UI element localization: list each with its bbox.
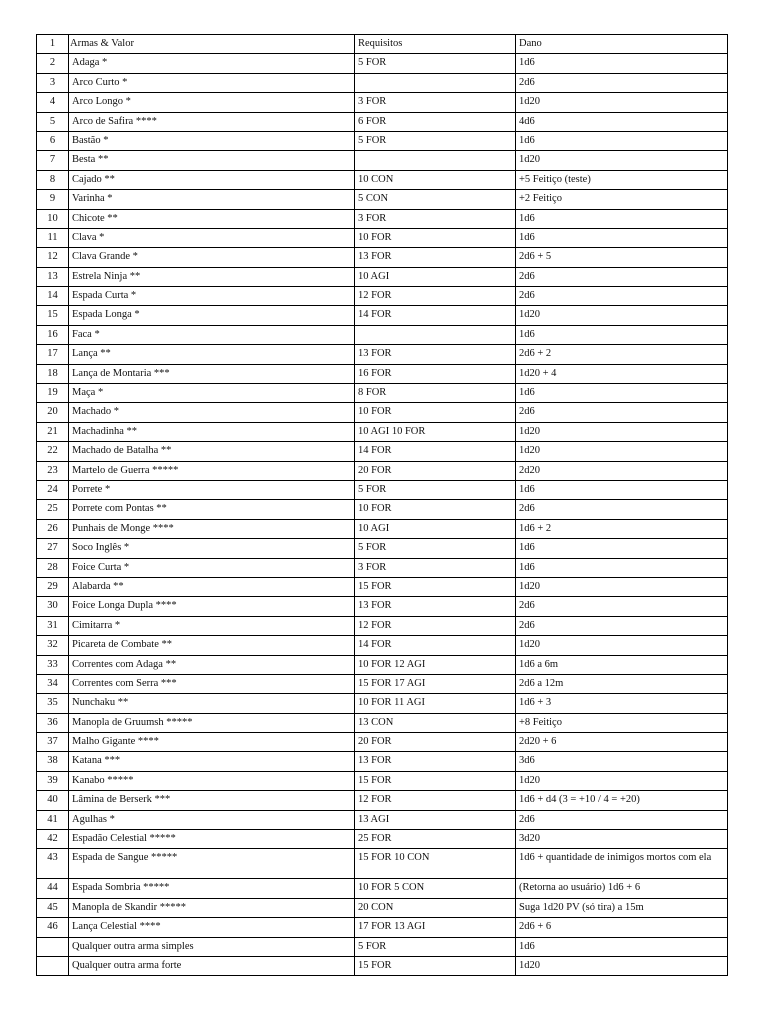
requirement-cell: 5 CON bbox=[355, 190, 516, 209]
row-number-cell: 28 bbox=[37, 558, 69, 577]
row-number-cell: 10 bbox=[37, 209, 69, 228]
damage-cell: 2d20 bbox=[516, 461, 728, 480]
damage-cell: 1d20 bbox=[516, 422, 728, 441]
weapon-name-cell: Clava Grande * bbox=[69, 248, 355, 267]
row-number-cell: 35 bbox=[37, 694, 69, 713]
table-row bbox=[37, 577, 728, 596]
weapon-name-cell: Malho Gigante **** bbox=[69, 733, 355, 752]
row-number-cell: 44 bbox=[37, 879, 69, 898]
table-row bbox=[37, 190, 728, 209]
damage-cell: 1d20 bbox=[516, 956, 728, 975]
damage-cell: 1d6 a 6m bbox=[516, 655, 728, 674]
row-number-cell: 41 bbox=[37, 810, 69, 829]
weapon-name-cell: Lança de Montaria *** bbox=[69, 364, 355, 383]
weapon-name-cell: Arco Longo * bbox=[69, 93, 355, 112]
row-number-cell: 37 bbox=[37, 733, 69, 752]
requirement-cell: 20 CON bbox=[355, 898, 516, 917]
table-row bbox=[37, 345, 728, 364]
weapon-name-cell: Espada de Sangue ***** bbox=[69, 849, 355, 879]
weapon-name-cell: Espada Curta * bbox=[69, 287, 355, 306]
requirement-cell: 3 FOR bbox=[355, 558, 516, 577]
table-row bbox=[37, 403, 728, 422]
row-number-cell: 16 bbox=[37, 325, 69, 344]
weapon-name-cell: Agulhas * bbox=[69, 810, 355, 829]
damage-cell: 1d20 bbox=[516, 442, 728, 461]
requirement-cell: 12 FOR bbox=[355, 616, 516, 635]
damage-cell: 1d6 bbox=[516, 228, 728, 247]
damage-cell: 1d6 bbox=[516, 384, 728, 403]
weapon-name-cell: Correntes com Adaga ** bbox=[69, 655, 355, 674]
table-row bbox=[37, 791, 728, 810]
damage-cell: 1d6 bbox=[516, 325, 728, 344]
row-number-cell: 21 bbox=[37, 422, 69, 441]
requirement-cell: 13 FOR bbox=[355, 248, 516, 267]
table-row bbox=[37, 694, 728, 713]
table-row bbox=[37, 597, 728, 616]
table-row bbox=[37, 655, 728, 674]
requirement-cell: 6 FOR bbox=[355, 112, 516, 131]
requirement-cell: 10 AGI bbox=[355, 519, 516, 538]
header-row bbox=[37, 35, 728, 54]
row-number-cell: 20 bbox=[37, 403, 69, 422]
row-number-cell: 40 bbox=[37, 791, 69, 810]
table-row bbox=[37, 752, 728, 771]
table-row bbox=[37, 810, 728, 829]
weapon-name-cell: Estrela Ninja ** bbox=[69, 267, 355, 286]
damage-cell: 2d20 + 6 bbox=[516, 733, 728, 752]
header-cell-damage: Dano bbox=[516, 35, 728, 54]
requirement-cell bbox=[355, 325, 516, 344]
requirement-cell: 10 CON bbox=[355, 170, 516, 189]
weapon-name-cell: Arco Curto * bbox=[69, 73, 355, 92]
table-row bbox=[37, 616, 728, 635]
damage-cell: (Retorna ao usuário) 1d6 + 6 bbox=[516, 879, 728, 898]
damage-cell: 3d20 bbox=[516, 830, 728, 849]
damage-cell: 2d6 bbox=[516, 73, 728, 92]
weapon-name-cell: Varinha * bbox=[69, 190, 355, 209]
damage-cell: 3d6 bbox=[516, 752, 728, 771]
table-row bbox=[37, 112, 728, 131]
requirement-cell: 14 FOR bbox=[355, 306, 516, 325]
damage-cell: 1d20 bbox=[516, 306, 728, 325]
row-number-cell: 38 bbox=[37, 752, 69, 771]
weapon-name-cell: Manopla de Gruumsh ***** bbox=[69, 713, 355, 732]
row-number-cell bbox=[37, 937, 69, 956]
weapon-name-cell: Bastão * bbox=[69, 131, 355, 150]
requirement-cell: 12 FOR bbox=[355, 791, 516, 810]
weapon-name-cell: Espadão Celestial ***** bbox=[69, 830, 355, 849]
weapon-name-cell: Martelo de Guerra ***** bbox=[69, 461, 355, 480]
row-number-cell: 23 bbox=[37, 461, 69, 480]
damage-cell: 1d6 bbox=[516, 209, 728, 228]
table-row bbox=[37, 73, 728, 92]
row-number-cell: 19 bbox=[37, 384, 69, 403]
weapon-name-cell: Foice Curta * bbox=[69, 558, 355, 577]
damage-cell: 1d6 + 2 bbox=[516, 519, 728, 538]
table-row bbox=[37, 937, 728, 956]
requirement-cell: 10 FOR 5 CON bbox=[355, 879, 516, 898]
weapon-name-cell: Chicote ** bbox=[69, 209, 355, 228]
weapon-name-cell: Clava * bbox=[69, 228, 355, 247]
row-number-cell: 9 bbox=[37, 190, 69, 209]
requirement-cell: 13 AGI bbox=[355, 810, 516, 829]
row-number-cell: 27 bbox=[37, 539, 69, 558]
damage-cell: 1d6 + 3 bbox=[516, 694, 728, 713]
damage-cell: 1d6 bbox=[516, 480, 728, 499]
table-row bbox=[37, 248, 728, 267]
weapon-name-cell: Espada Longa * bbox=[69, 306, 355, 325]
damage-cell: 1d6 + quantidade de inimigos mortos com ela bbox=[516, 849, 728, 879]
requirement-cell: 13 FOR bbox=[355, 345, 516, 364]
table-row bbox=[37, 325, 728, 344]
damage-cell: 1d20 bbox=[516, 636, 728, 655]
table-row bbox=[37, 422, 728, 441]
requirement-cell: 3 FOR bbox=[355, 209, 516, 228]
row-number-cell: 42 bbox=[37, 830, 69, 849]
row-number-cell: 33 bbox=[37, 655, 69, 674]
table-row bbox=[37, 480, 728, 499]
row-number-cell: 13 bbox=[37, 267, 69, 286]
table-row bbox=[37, 364, 728, 383]
table-row bbox=[37, 519, 728, 538]
weapon-name-cell: Nunchaku ** bbox=[69, 694, 355, 713]
requirement-cell bbox=[355, 73, 516, 92]
weapon-name-cell: Alabarda ** bbox=[69, 577, 355, 596]
requirement-cell: 10 FOR 11 AGI bbox=[355, 694, 516, 713]
header-cell-requirements: Requisitos bbox=[355, 35, 516, 54]
table-row bbox=[37, 151, 728, 170]
table-row bbox=[37, 54, 728, 73]
requirement-cell: 15 FOR 17 AGI bbox=[355, 674, 516, 693]
row-number-cell: 26 bbox=[37, 519, 69, 538]
table-row bbox=[37, 170, 728, 189]
row-number-cell: 4 bbox=[37, 93, 69, 112]
table-row bbox=[37, 771, 728, 790]
row-number-cell: 45 bbox=[37, 898, 69, 917]
weapon-name-cell: Picareta de Combate ** bbox=[69, 636, 355, 655]
requirement-cell: 10 FOR 12 AGI bbox=[355, 655, 516, 674]
requirement-cell: 3 FOR bbox=[355, 93, 516, 112]
row-number-cell: 46 bbox=[37, 918, 69, 937]
damage-cell: 2d6 bbox=[516, 403, 728, 422]
weapons-table bbox=[36, 34, 728, 976]
table-row bbox=[37, 898, 728, 917]
weapon-name-cell: Cimitarra * bbox=[69, 616, 355, 635]
table-row bbox=[37, 879, 728, 898]
weapon-name-cell: Foice Longa Dupla **** bbox=[69, 597, 355, 616]
requirement-cell: 14 FOR bbox=[355, 636, 516, 655]
row-number-cell: 15 bbox=[37, 306, 69, 325]
requirement-cell: 13 CON bbox=[355, 713, 516, 732]
table-row bbox=[37, 918, 728, 937]
damage-cell: 2d6 bbox=[516, 267, 728, 286]
weapon-name-cell: Besta ** bbox=[69, 151, 355, 170]
requirement-cell: 10 FOR bbox=[355, 500, 516, 519]
row-number-cell: 39 bbox=[37, 771, 69, 790]
row-number-cell: 11 bbox=[37, 228, 69, 247]
table-row bbox=[37, 558, 728, 577]
weapon-name-cell: Qualquer outra arma simples bbox=[69, 937, 355, 956]
requirement-cell: 20 FOR bbox=[355, 733, 516, 752]
damage-cell: 2d6 bbox=[516, 500, 728, 519]
requirement-cell: 15 FOR bbox=[355, 956, 516, 975]
row-number-cell: 12 bbox=[37, 248, 69, 267]
requirement-cell bbox=[355, 151, 516, 170]
damage-cell: 1d20 bbox=[516, 771, 728, 790]
damage-cell: 2d6 + 6 bbox=[516, 918, 728, 937]
row-number-cell: 25 bbox=[37, 500, 69, 519]
damage-cell: 2d6 + 2 bbox=[516, 345, 728, 364]
requirement-cell: 14 FOR bbox=[355, 442, 516, 461]
row-number-cell: 2 bbox=[37, 54, 69, 73]
requirement-cell: 5 FOR bbox=[355, 539, 516, 558]
damage-cell: 1d20 + 4 bbox=[516, 364, 728, 383]
row-number-cell: 31 bbox=[37, 616, 69, 635]
row-number-cell: 18 bbox=[37, 364, 69, 383]
weapon-name-cell: Porrete * bbox=[69, 480, 355, 499]
damage-cell: 1d6 bbox=[516, 937, 728, 956]
table-row bbox=[37, 674, 728, 693]
damage-cell: 4d6 bbox=[516, 112, 728, 131]
requirement-cell: 20 FOR bbox=[355, 461, 516, 480]
weapon-name-cell: Porrete com Pontas ** bbox=[69, 500, 355, 519]
table-row bbox=[37, 713, 728, 732]
header-cell-number: 1 bbox=[37, 35, 69, 54]
requirement-cell: 13 FOR bbox=[355, 597, 516, 616]
requirement-cell: 25 FOR bbox=[355, 830, 516, 849]
damage-cell: 1d6 bbox=[516, 54, 728, 73]
table-row bbox=[37, 442, 728, 461]
damage-cell: 2d6 bbox=[516, 597, 728, 616]
row-number-cell: 5 bbox=[37, 112, 69, 131]
table-row bbox=[37, 228, 728, 247]
weapon-name-cell: Lança ** bbox=[69, 345, 355, 364]
table-row bbox=[37, 287, 728, 306]
row-number-cell: 22 bbox=[37, 442, 69, 461]
damage-cell: 1d6 bbox=[516, 131, 728, 150]
weapon-name-cell: Faca * bbox=[69, 325, 355, 344]
requirement-cell: 16 FOR bbox=[355, 364, 516, 383]
table-row bbox=[37, 500, 728, 519]
damage-cell: +8 Feitiço bbox=[516, 713, 728, 732]
table-row bbox=[37, 830, 728, 849]
table-row bbox=[37, 956, 728, 975]
weapon-name-cell: Maça * bbox=[69, 384, 355, 403]
damage-cell: 2d6 bbox=[516, 287, 728, 306]
damage-cell: +5 Feitiço (teste) bbox=[516, 170, 728, 189]
damage-cell: 1d20 bbox=[516, 93, 728, 112]
table-row bbox=[37, 93, 728, 112]
table-row bbox=[37, 539, 728, 558]
requirement-cell: 10 AGI 10 FOR bbox=[355, 422, 516, 441]
requirement-cell: 5 FOR bbox=[355, 480, 516, 499]
row-number-cell bbox=[37, 956, 69, 975]
weapon-name-cell: Adaga * bbox=[69, 54, 355, 73]
weapon-name-cell: Machado de Batalha ** bbox=[69, 442, 355, 461]
weapon-name-cell: Punhais de Monge **** bbox=[69, 519, 355, 538]
row-number-cell: 8 bbox=[37, 170, 69, 189]
damage-cell: 2d6 a 12m bbox=[516, 674, 728, 693]
weapon-name-cell: Machado * bbox=[69, 403, 355, 422]
row-number-cell: 3 bbox=[37, 73, 69, 92]
row-number-cell: 30 bbox=[37, 597, 69, 616]
requirement-cell: 15 FOR bbox=[355, 771, 516, 790]
requirement-cell: 13 FOR bbox=[355, 752, 516, 771]
row-number-cell: 24 bbox=[37, 480, 69, 499]
table-row bbox=[37, 636, 728, 655]
weapon-name-cell: Katana *** bbox=[69, 752, 355, 771]
damage-cell: 1d20 bbox=[516, 577, 728, 596]
weapon-name-cell: Correntes com Serra *** bbox=[69, 674, 355, 693]
table-row bbox=[37, 131, 728, 150]
requirement-cell: 17 FOR 13 AGI bbox=[355, 918, 516, 937]
damage-cell: +2 Feitiço bbox=[516, 190, 728, 209]
table-row bbox=[37, 733, 728, 752]
requirement-cell: 15 FOR bbox=[355, 577, 516, 596]
damage-cell: 1d20 bbox=[516, 151, 728, 170]
weapon-name-cell: Kanabo ***** bbox=[69, 771, 355, 790]
damage-cell: Suga 1d20 PV (só tira) a 15m bbox=[516, 898, 728, 917]
table-row bbox=[37, 209, 728, 228]
row-number-cell: 14 bbox=[37, 287, 69, 306]
weapons-table-body bbox=[37, 35, 728, 976]
table-row bbox=[37, 384, 728, 403]
requirement-cell: 8 FOR bbox=[355, 384, 516, 403]
damage-cell: 2d6 bbox=[516, 616, 728, 635]
damage-cell: 1d6 + d4 (3 = +10 / 4 = +20) bbox=[516, 791, 728, 810]
table-row bbox=[37, 849, 728, 879]
weapon-name-cell: Lâmina de Berserk *** bbox=[69, 791, 355, 810]
requirement-cell: 10 AGI bbox=[355, 267, 516, 286]
row-number-cell: 34 bbox=[37, 674, 69, 693]
row-number-cell: 17 bbox=[37, 345, 69, 364]
header-cell-weapons: Armas & Valor bbox=[69, 35, 355, 54]
row-number-cell: 6 bbox=[37, 131, 69, 150]
weapon-name-cell: Soco Inglês * bbox=[69, 539, 355, 558]
weapon-name-cell: Lança Celestial **** bbox=[69, 918, 355, 937]
damage-cell: 1d6 bbox=[516, 558, 728, 577]
weapon-name-cell: Espada Sombria ***** bbox=[69, 879, 355, 898]
weapon-name-cell: Machadinha ** bbox=[69, 422, 355, 441]
requirement-cell: 5 FOR bbox=[355, 54, 516, 73]
damage-cell: 1d6 bbox=[516, 539, 728, 558]
table-row bbox=[37, 306, 728, 325]
table-row bbox=[37, 267, 728, 286]
row-number-cell: 29 bbox=[37, 577, 69, 596]
damage-cell: 2d6 + 5 bbox=[516, 248, 728, 267]
requirement-cell: 5 FOR bbox=[355, 131, 516, 150]
requirement-cell: 12 FOR bbox=[355, 287, 516, 306]
damage-cell: 2d6 bbox=[516, 810, 728, 829]
row-number-cell: 36 bbox=[37, 713, 69, 732]
weapon-name-cell: Manopla de Skandir ***** bbox=[69, 898, 355, 917]
weapon-name-cell: Cajado ** bbox=[69, 170, 355, 189]
requirement-cell: 10 FOR bbox=[355, 403, 516, 422]
row-number-cell: 43 bbox=[37, 849, 69, 879]
table-row bbox=[37, 461, 728, 480]
requirement-cell: 5 FOR bbox=[355, 937, 516, 956]
requirement-cell: 15 FOR 10 CON bbox=[355, 849, 516, 879]
row-number-cell: 7 bbox=[37, 151, 69, 170]
weapon-name-cell: Arco de Safira **** bbox=[69, 112, 355, 131]
requirement-cell: 10 FOR bbox=[355, 228, 516, 247]
weapon-name-cell: Qualquer outra arma forte bbox=[69, 956, 355, 975]
row-number-cell: 32 bbox=[37, 636, 69, 655]
